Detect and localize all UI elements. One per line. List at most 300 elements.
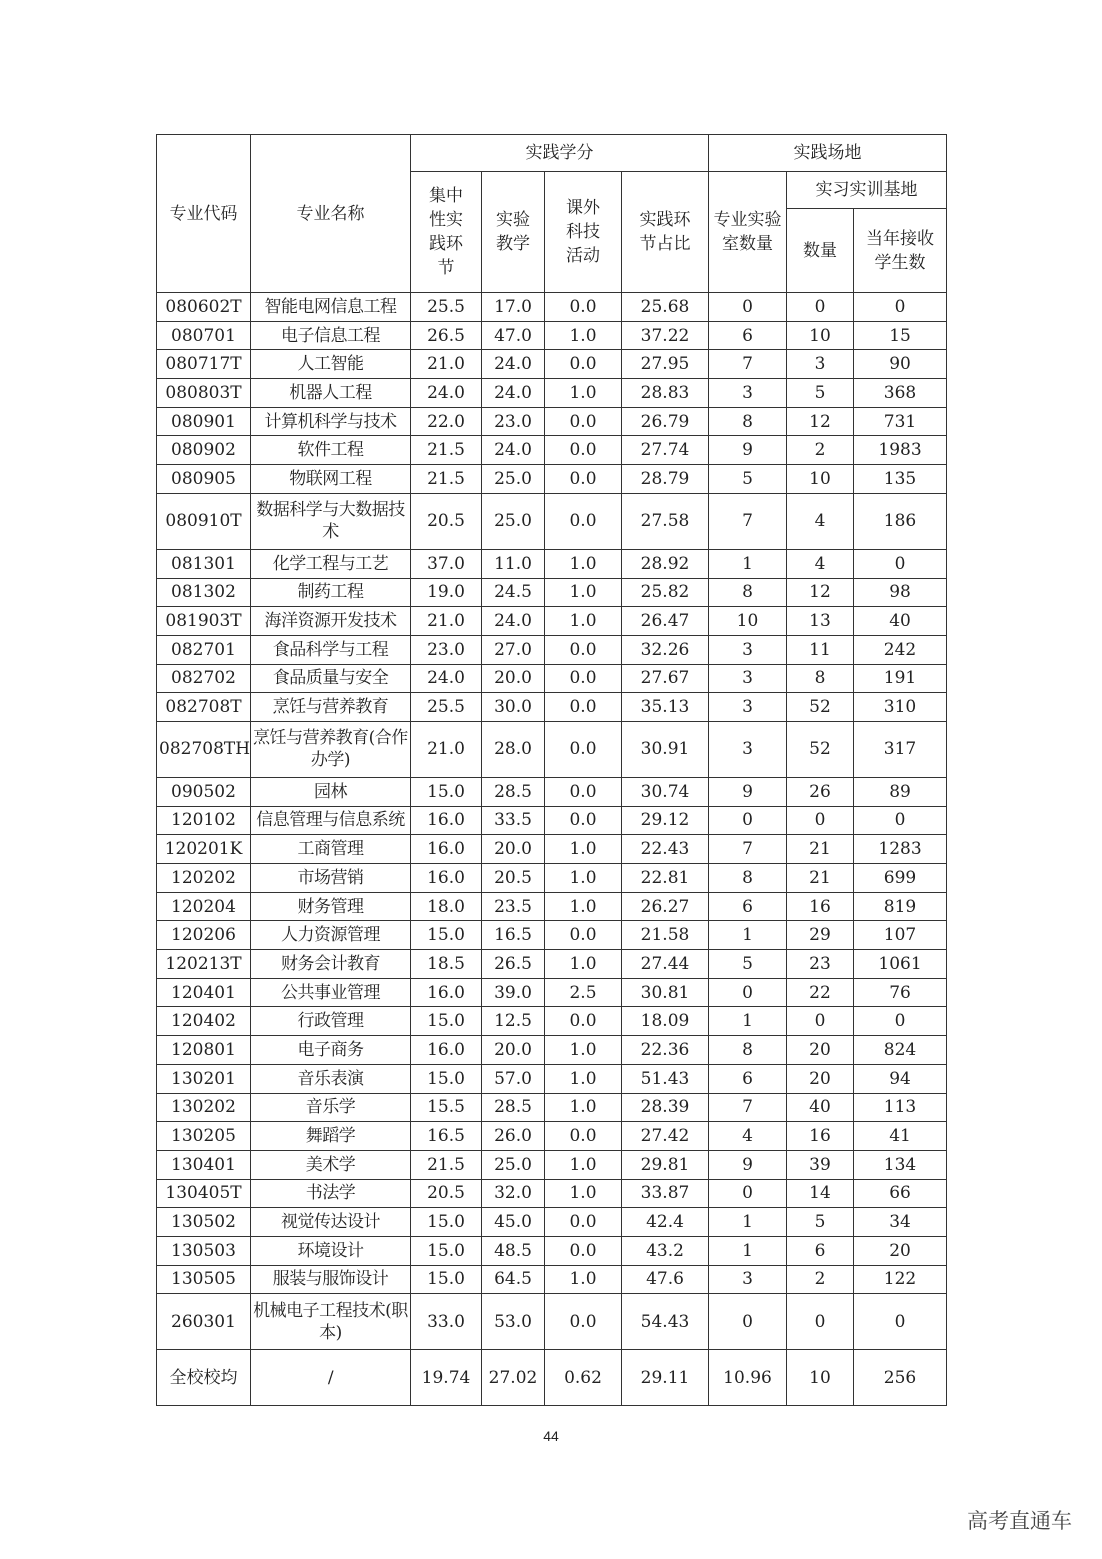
cell-ratio: 22.36 — [622, 1036, 709, 1065]
table-row — [157, 864, 947, 893]
header-students: 当年接收学生数 — [854, 209, 947, 293]
cell-name: 数据科学与大数据技术 — [251, 493, 411, 549]
header-extracurricular: 课外科技活动 — [545, 172, 622, 293]
table-row — [157, 607, 947, 636]
cell-ratio: 30.81 — [622, 978, 709, 1007]
cell-c3: 0.62 — [545, 1350, 622, 1406]
cell-name: 食品科学与工程 — [251, 635, 411, 664]
cell-c3: 0.0 — [545, 493, 622, 549]
header-ratio: 实践环节占比 — [622, 172, 709, 293]
table-row — [157, 1265, 947, 1294]
cell-bases: 39 — [787, 1150, 854, 1179]
header-lab-count: 专业实验室数量 — [709, 172, 787, 293]
cell-c3: 0.0 — [545, 350, 622, 379]
cell-bases: 2 — [787, 1265, 854, 1294]
cell-labs: 0 — [709, 978, 787, 1007]
cell-students: 0 — [854, 549, 947, 578]
header-name: 专业名称 — [251, 135, 411, 293]
cell-bases: 0 — [787, 1294, 854, 1350]
cell-c2: 28.5 — [482, 1093, 545, 1122]
table-row — [157, 806, 947, 835]
cell-c2: 53.0 — [482, 1294, 545, 1350]
cell-bases: 20 — [787, 1036, 854, 1065]
cell-ratio: 29.11 — [622, 1350, 709, 1406]
cell-labs: 10.96 — [709, 1350, 787, 1406]
table-row — [157, 835, 947, 864]
table-body — [157, 293, 947, 1406]
cell-code: 120801 — [157, 1036, 251, 1065]
cell-code: 080901 — [157, 407, 251, 436]
cell-c2: 33.5 — [482, 806, 545, 835]
cell-c2: 20.0 — [482, 664, 545, 693]
cell-ratio: 28.79 — [622, 465, 709, 494]
cell-code: 130205 — [157, 1122, 251, 1151]
cell-bases: 10 — [787, 465, 854, 494]
cell-c1: 21.5 — [411, 1150, 482, 1179]
cell-labs: 9 — [709, 1150, 787, 1179]
cell-c2: 57.0 — [482, 1064, 545, 1093]
cell-ratio: 27.44 — [622, 950, 709, 979]
cell-c2: 24.0 — [482, 436, 545, 465]
cell-c1: 33.0 — [411, 1294, 482, 1350]
cell-c2: 20.5 — [482, 864, 545, 893]
cell-students: 66 — [854, 1179, 947, 1208]
cell-c2: 47.0 — [482, 321, 545, 350]
cell-c3: 0.0 — [545, 407, 622, 436]
cell-students: 90 — [854, 350, 947, 379]
cell-labs: 0 — [709, 806, 787, 835]
cell-name: 视觉传达设计 — [251, 1208, 411, 1237]
cell-c3: 1.0 — [545, 549, 622, 578]
cell-c1: 22.0 — [411, 407, 482, 436]
cell-ratio: 26.27 — [622, 892, 709, 921]
cell-name: 财务会计教育 — [251, 950, 411, 979]
cell-name: 服装与服饰设计 — [251, 1265, 411, 1294]
cell-bases: 0 — [787, 1007, 854, 1036]
table-row — [157, 950, 947, 979]
cell-ratio: 32.26 — [622, 635, 709, 664]
cell-labs: 7 — [709, 493, 787, 549]
cell-code: 080905 — [157, 465, 251, 494]
cell-c1: 21.5 — [411, 465, 482, 494]
table-row — [157, 549, 947, 578]
cell-c1: 19.74 — [411, 1350, 482, 1406]
cell-students: 15 — [854, 321, 947, 350]
table-row — [157, 693, 947, 722]
table-row — [157, 379, 947, 408]
cell-c2: 45.0 — [482, 1208, 545, 1237]
cell-c2: 32.0 — [482, 1179, 545, 1208]
cell-c1: 15.5 — [411, 1093, 482, 1122]
cell-c3: 1.0 — [545, 379, 622, 408]
cell-labs: 7 — [709, 350, 787, 379]
cell-labs: 9 — [709, 777, 787, 806]
cell-c1: 16.0 — [411, 835, 482, 864]
cell-c2: 24.0 — [482, 607, 545, 636]
cell-c1: 20.5 — [411, 493, 482, 549]
cell-labs: 1 — [709, 549, 787, 578]
cell-c3: 0.0 — [545, 721, 622, 777]
cell-labs: 0 — [709, 1294, 787, 1350]
table-row — [157, 1122, 947, 1151]
cell-code: 130405T — [157, 1179, 251, 1208]
cell-c3: 0.0 — [545, 1007, 622, 1036]
cell-code: 120201K — [157, 835, 251, 864]
table-row — [157, 407, 947, 436]
cell-bases: 29 — [787, 921, 854, 950]
cell-c3: 1.0 — [545, 1036, 622, 1065]
cell-c3: 1.0 — [545, 1265, 622, 1294]
cell-ratio: 51.43 — [622, 1064, 709, 1093]
cell-bases: 52 — [787, 721, 854, 777]
cell-code: 130201 — [157, 1064, 251, 1093]
cell-name: 烹饪与营养教育(合作办学) — [251, 721, 411, 777]
table-row — [157, 1350, 947, 1406]
cell-code: 080701 — [157, 321, 251, 350]
cell-students: 819 — [854, 892, 947, 921]
cell-code: 130202 — [157, 1093, 251, 1122]
cell-code: 120102 — [157, 806, 251, 835]
cell-code: 120401 — [157, 978, 251, 1007]
cell-students: 0 — [854, 806, 947, 835]
cell-bases: 26 — [787, 777, 854, 806]
cell-name: 人工智能 — [251, 350, 411, 379]
cell-bases: 21 — [787, 864, 854, 893]
table-row — [157, 293, 947, 322]
cell-c2: 23.0 — [482, 407, 545, 436]
cell-labs: 3 — [709, 635, 787, 664]
cell-c2: 24.0 — [482, 379, 545, 408]
cell-labs: 5 — [709, 950, 787, 979]
cell-code: 080902 — [157, 436, 251, 465]
cell-c1: 18.5 — [411, 950, 482, 979]
cell-students: 134 — [854, 1150, 947, 1179]
cell-c3: 1.0 — [545, 578, 622, 607]
cell-ratio: 28.92 — [622, 549, 709, 578]
cell-c1: 16.0 — [411, 806, 482, 835]
cell-labs: 1 — [709, 1007, 787, 1036]
cell-c2: 30.0 — [482, 693, 545, 722]
cell-students: 135 — [854, 465, 947, 494]
cell-c3: 2.5 — [545, 978, 622, 1007]
header-code: 专业代码 — [157, 135, 251, 293]
cell-bases: 5 — [787, 379, 854, 408]
header-sites-group: 实践场地 — [709, 135, 947, 172]
cell-c3: 0.0 — [545, 806, 622, 835]
cell-c1: 19.0 — [411, 578, 482, 607]
cell-c1: 18.0 — [411, 892, 482, 921]
cell-bases: 20 — [787, 1064, 854, 1093]
cell-c1: 20.5 — [411, 1179, 482, 1208]
cell-c1: 37.0 — [411, 549, 482, 578]
cell-ratio: 27.42 — [622, 1122, 709, 1151]
cell-name: 计算机科学与技术 — [251, 407, 411, 436]
cell-c3: 0.0 — [545, 1294, 622, 1350]
cell-code: 130503 — [157, 1236, 251, 1265]
cell-c1: 24.0 — [411, 664, 482, 693]
cell-c3: 0.0 — [545, 921, 622, 950]
cell-c1: 26.5 — [411, 321, 482, 350]
cell-ratio: 30.74 — [622, 777, 709, 806]
cell-bases: 3 — [787, 350, 854, 379]
table-row — [157, 635, 947, 664]
cell-name: 化学工程与工艺 — [251, 549, 411, 578]
cell-name: 软件工程 — [251, 436, 411, 465]
cell-labs: 1 — [709, 921, 787, 950]
table-row — [157, 892, 947, 921]
cell-c1: 16.0 — [411, 864, 482, 893]
cell-name: 书法学 — [251, 1179, 411, 1208]
table-row — [157, 1236, 947, 1265]
cell-c3: 0.0 — [545, 1236, 622, 1265]
cell-c2: 23.5 — [482, 892, 545, 921]
cell-c3: 1.0 — [545, 607, 622, 636]
cell-name: 电子信息工程 — [251, 321, 411, 350]
cell-ratio: 21.58 — [622, 921, 709, 950]
cell-c2: 17.0 — [482, 293, 545, 322]
cell-ratio: 29.12 — [622, 806, 709, 835]
cell-students: 368 — [854, 379, 947, 408]
cell-name: 财务管理 — [251, 892, 411, 921]
cell-c2: 11.0 — [482, 549, 545, 578]
cell-name: 音乐学 — [251, 1093, 411, 1122]
cell-c1: 21.5 — [411, 436, 482, 465]
table-row — [157, 493, 947, 549]
header-credits-group: 实践学分 — [411, 135, 709, 172]
cell-students: 34 — [854, 1208, 947, 1237]
cell-c1: 15.0 — [411, 1265, 482, 1294]
watermark-text: 高考直通车 — [967, 1509, 1072, 1533]
cell-labs: 7 — [709, 835, 787, 864]
cell-labs: 3 — [709, 664, 787, 693]
table-row — [157, 578, 947, 607]
cell-c2: 12.5 — [482, 1007, 545, 1036]
table-row — [157, 1064, 947, 1093]
cell-ratio: 35.13 — [622, 693, 709, 722]
cell-students: 824 — [854, 1036, 947, 1065]
cell-students: 89 — [854, 777, 947, 806]
cell-name: 公共事业管理 — [251, 978, 411, 1007]
cell-bases: 10 — [787, 321, 854, 350]
cell-labs: 6 — [709, 1064, 787, 1093]
cell-c1: 15.0 — [411, 1007, 482, 1036]
cell-c2: 48.5 — [482, 1236, 545, 1265]
cell-students: 122 — [854, 1265, 947, 1294]
table-row — [157, 777, 947, 806]
cell-code: 081302 — [157, 578, 251, 607]
cell-c2: 25.0 — [482, 465, 545, 494]
cell-code: 082701 — [157, 635, 251, 664]
cell-labs: 3 — [709, 721, 787, 777]
cell-ratio: 30.91 — [622, 721, 709, 777]
cell-name: 烹饪与营养教育 — [251, 693, 411, 722]
cell-bases: 0 — [787, 293, 854, 322]
cell-c3: 0.0 — [545, 436, 622, 465]
cell-labs: 8 — [709, 578, 787, 607]
cell-c3: 1.0 — [545, 321, 622, 350]
table-row — [157, 1294, 947, 1350]
cell-c2: 28.0 — [482, 721, 545, 777]
cell-students: 98 — [854, 578, 947, 607]
cell-code: 130505 — [157, 1265, 251, 1294]
cell-ratio: 27.58 — [622, 493, 709, 549]
cell-c3: 1.0 — [545, 1064, 622, 1093]
cell-name: 市场营销 — [251, 864, 411, 893]
cell-c3: 0.0 — [545, 693, 622, 722]
cell-students: 317 — [854, 721, 947, 777]
cell-students: 310 — [854, 693, 947, 722]
cell-students: 0 — [854, 1294, 947, 1350]
cell-code: 082708T — [157, 693, 251, 722]
table-header — [157, 135, 947, 293]
cell-name: 机器人工程 — [251, 379, 411, 408]
table-row — [157, 465, 947, 494]
cell-ratio: 43.2 — [622, 1236, 709, 1265]
cell-labs: 5 — [709, 465, 787, 494]
cell-bases: 4 — [787, 549, 854, 578]
cell-ratio: 26.47 — [622, 607, 709, 636]
cell-bases: 14 — [787, 1179, 854, 1208]
cell-students: 40 — [854, 607, 947, 636]
cell-c2: 26.5 — [482, 950, 545, 979]
cell-code: 全校校均 — [157, 1350, 251, 1406]
cell-labs: 0 — [709, 293, 787, 322]
cell-name: 机械电子工程技术(职本) — [251, 1294, 411, 1350]
cell-code: 082702 — [157, 664, 251, 693]
cell-labs: 7 — [709, 1093, 787, 1122]
cell-name: 海洋资源开发技术 — [251, 607, 411, 636]
table-row — [157, 1179, 947, 1208]
cell-labs: 4 — [709, 1122, 787, 1151]
cell-students: 1283 — [854, 835, 947, 864]
cell-c3: 1.0 — [545, 1093, 622, 1122]
cell-c1: 25.5 — [411, 293, 482, 322]
cell-students: 242 — [854, 635, 947, 664]
cell-c3: 0.0 — [545, 293, 622, 322]
cell-name: / — [251, 1350, 411, 1406]
cell-c3: 0.0 — [545, 465, 622, 494]
cell-labs: 1 — [709, 1208, 787, 1237]
cell-name: 电子商务 — [251, 1036, 411, 1065]
cell-labs: 6 — [709, 321, 787, 350]
cell-students: 20 — [854, 1236, 947, 1265]
cell-students: 731 — [854, 407, 947, 436]
cell-ratio: 27.67 — [622, 664, 709, 693]
table-row — [157, 921, 947, 950]
cell-ratio: 28.39 — [622, 1093, 709, 1122]
cell-code: 120206 — [157, 921, 251, 950]
cell-c3: 1.0 — [545, 1179, 622, 1208]
header-base-count: 数量 — [787, 209, 854, 293]
cell-c2: 39.0 — [482, 978, 545, 1007]
cell-ratio: 47.6 — [622, 1265, 709, 1294]
cell-labs: 10 — [709, 607, 787, 636]
cell-name: 工商管理 — [251, 835, 411, 864]
cell-bases: 4 — [787, 493, 854, 549]
cell-name: 食品质量与安全 — [251, 664, 411, 693]
cell-code: 130401 — [157, 1150, 251, 1179]
cell-c3: 1.0 — [545, 864, 622, 893]
table-row — [157, 978, 947, 1007]
cell-labs: 3 — [709, 379, 787, 408]
cell-bases: 8 — [787, 664, 854, 693]
cell-code: 080910T — [157, 493, 251, 549]
table-row — [157, 1208, 947, 1237]
cell-ratio: 29.81 — [622, 1150, 709, 1179]
page-number: 44 — [543, 1428, 559, 1444]
cell-labs: 8 — [709, 1036, 787, 1065]
cell-ratio: 22.81 — [622, 864, 709, 893]
cell-code: 120213T — [157, 950, 251, 979]
cell-students: 1983 — [854, 436, 947, 465]
cell-c2: 20.0 — [482, 835, 545, 864]
cell-students: 0 — [854, 1007, 947, 1036]
table-row — [157, 1007, 947, 1036]
cell-c2: 25.0 — [482, 493, 545, 549]
cell-c3: 0.0 — [545, 777, 622, 806]
cell-code: 120204 — [157, 892, 251, 921]
cell-c1: 16.0 — [411, 978, 482, 1007]
table-row — [157, 1036, 947, 1065]
table-row — [157, 664, 947, 693]
cell-labs: 3 — [709, 1265, 787, 1294]
cell-bases: 12 — [787, 407, 854, 436]
cell-c2: 27.0 — [482, 635, 545, 664]
cell-code: 082708TH — [157, 721, 251, 777]
cell-code: 120402 — [157, 1007, 251, 1036]
cell-code: 260301 — [157, 1294, 251, 1350]
cell-name: 智能电网信息工程 — [251, 293, 411, 322]
cell-bases: 52 — [787, 693, 854, 722]
cell-ratio: 54.43 — [622, 1294, 709, 1350]
cell-code: 080602T — [157, 293, 251, 322]
cell-name: 园林 — [251, 777, 411, 806]
cell-bases: 0 — [787, 806, 854, 835]
cell-labs: 6 — [709, 892, 787, 921]
table-row — [157, 436, 947, 465]
cell-ratio: 25.68 — [622, 293, 709, 322]
cell-c1: 23.0 — [411, 635, 482, 664]
cell-c2: 64.5 — [482, 1265, 545, 1294]
cell-bases: 5 — [787, 1208, 854, 1237]
cell-c3: 0.0 — [545, 664, 622, 693]
cell-c3: 0.0 — [545, 1122, 622, 1151]
cell-name: 物联网工程 — [251, 465, 411, 494]
cell-students: 0 — [854, 293, 947, 322]
cell-students: 76 — [854, 978, 947, 1007]
cell-c2: 24.0 — [482, 350, 545, 379]
cell-c1: 15.0 — [411, 777, 482, 806]
cell-bases: 21 — [787, 835, 854, 864]
cell-c1: 25.5 — [411, 693, 482, 722]
cell-code: 120202 — [157, 864, 251, 893]
cell-ratio: 37.22 — [622, 321, 709, 350]
cell-bases: 22 — [787, 978, 854, 1007]
cell-name: 制药工程 — [251, 578, 411, 607]
header-base-group: 实习实训基地 — [787, 172, 947, 209]
cell-code: 081301 — [157, 549, 251, 578]
cell-c1: 21.0 — [411, 721, 482, 777]
cell-bases: 40 — [787, 1093, 854, 1122]
cell-students: 191 — [854, 664, 947, 693]
cell-c1: 16.5 — [411, 1122, 482, 1151]
cell-code: 081903T — [157, 607, 251, 636]
cell-c1: 15.0 — [411, 1064, 482, 1093]
cell-students: 699 — [854, 864, 947, 893]
cell-c2: 20.0 — [482, 1036, 545, 1065]
cell-c1: 24.0 — [411, 379, 482, 408]
cell-c1: 16.0 — [411, 1036, 482, 1065]
